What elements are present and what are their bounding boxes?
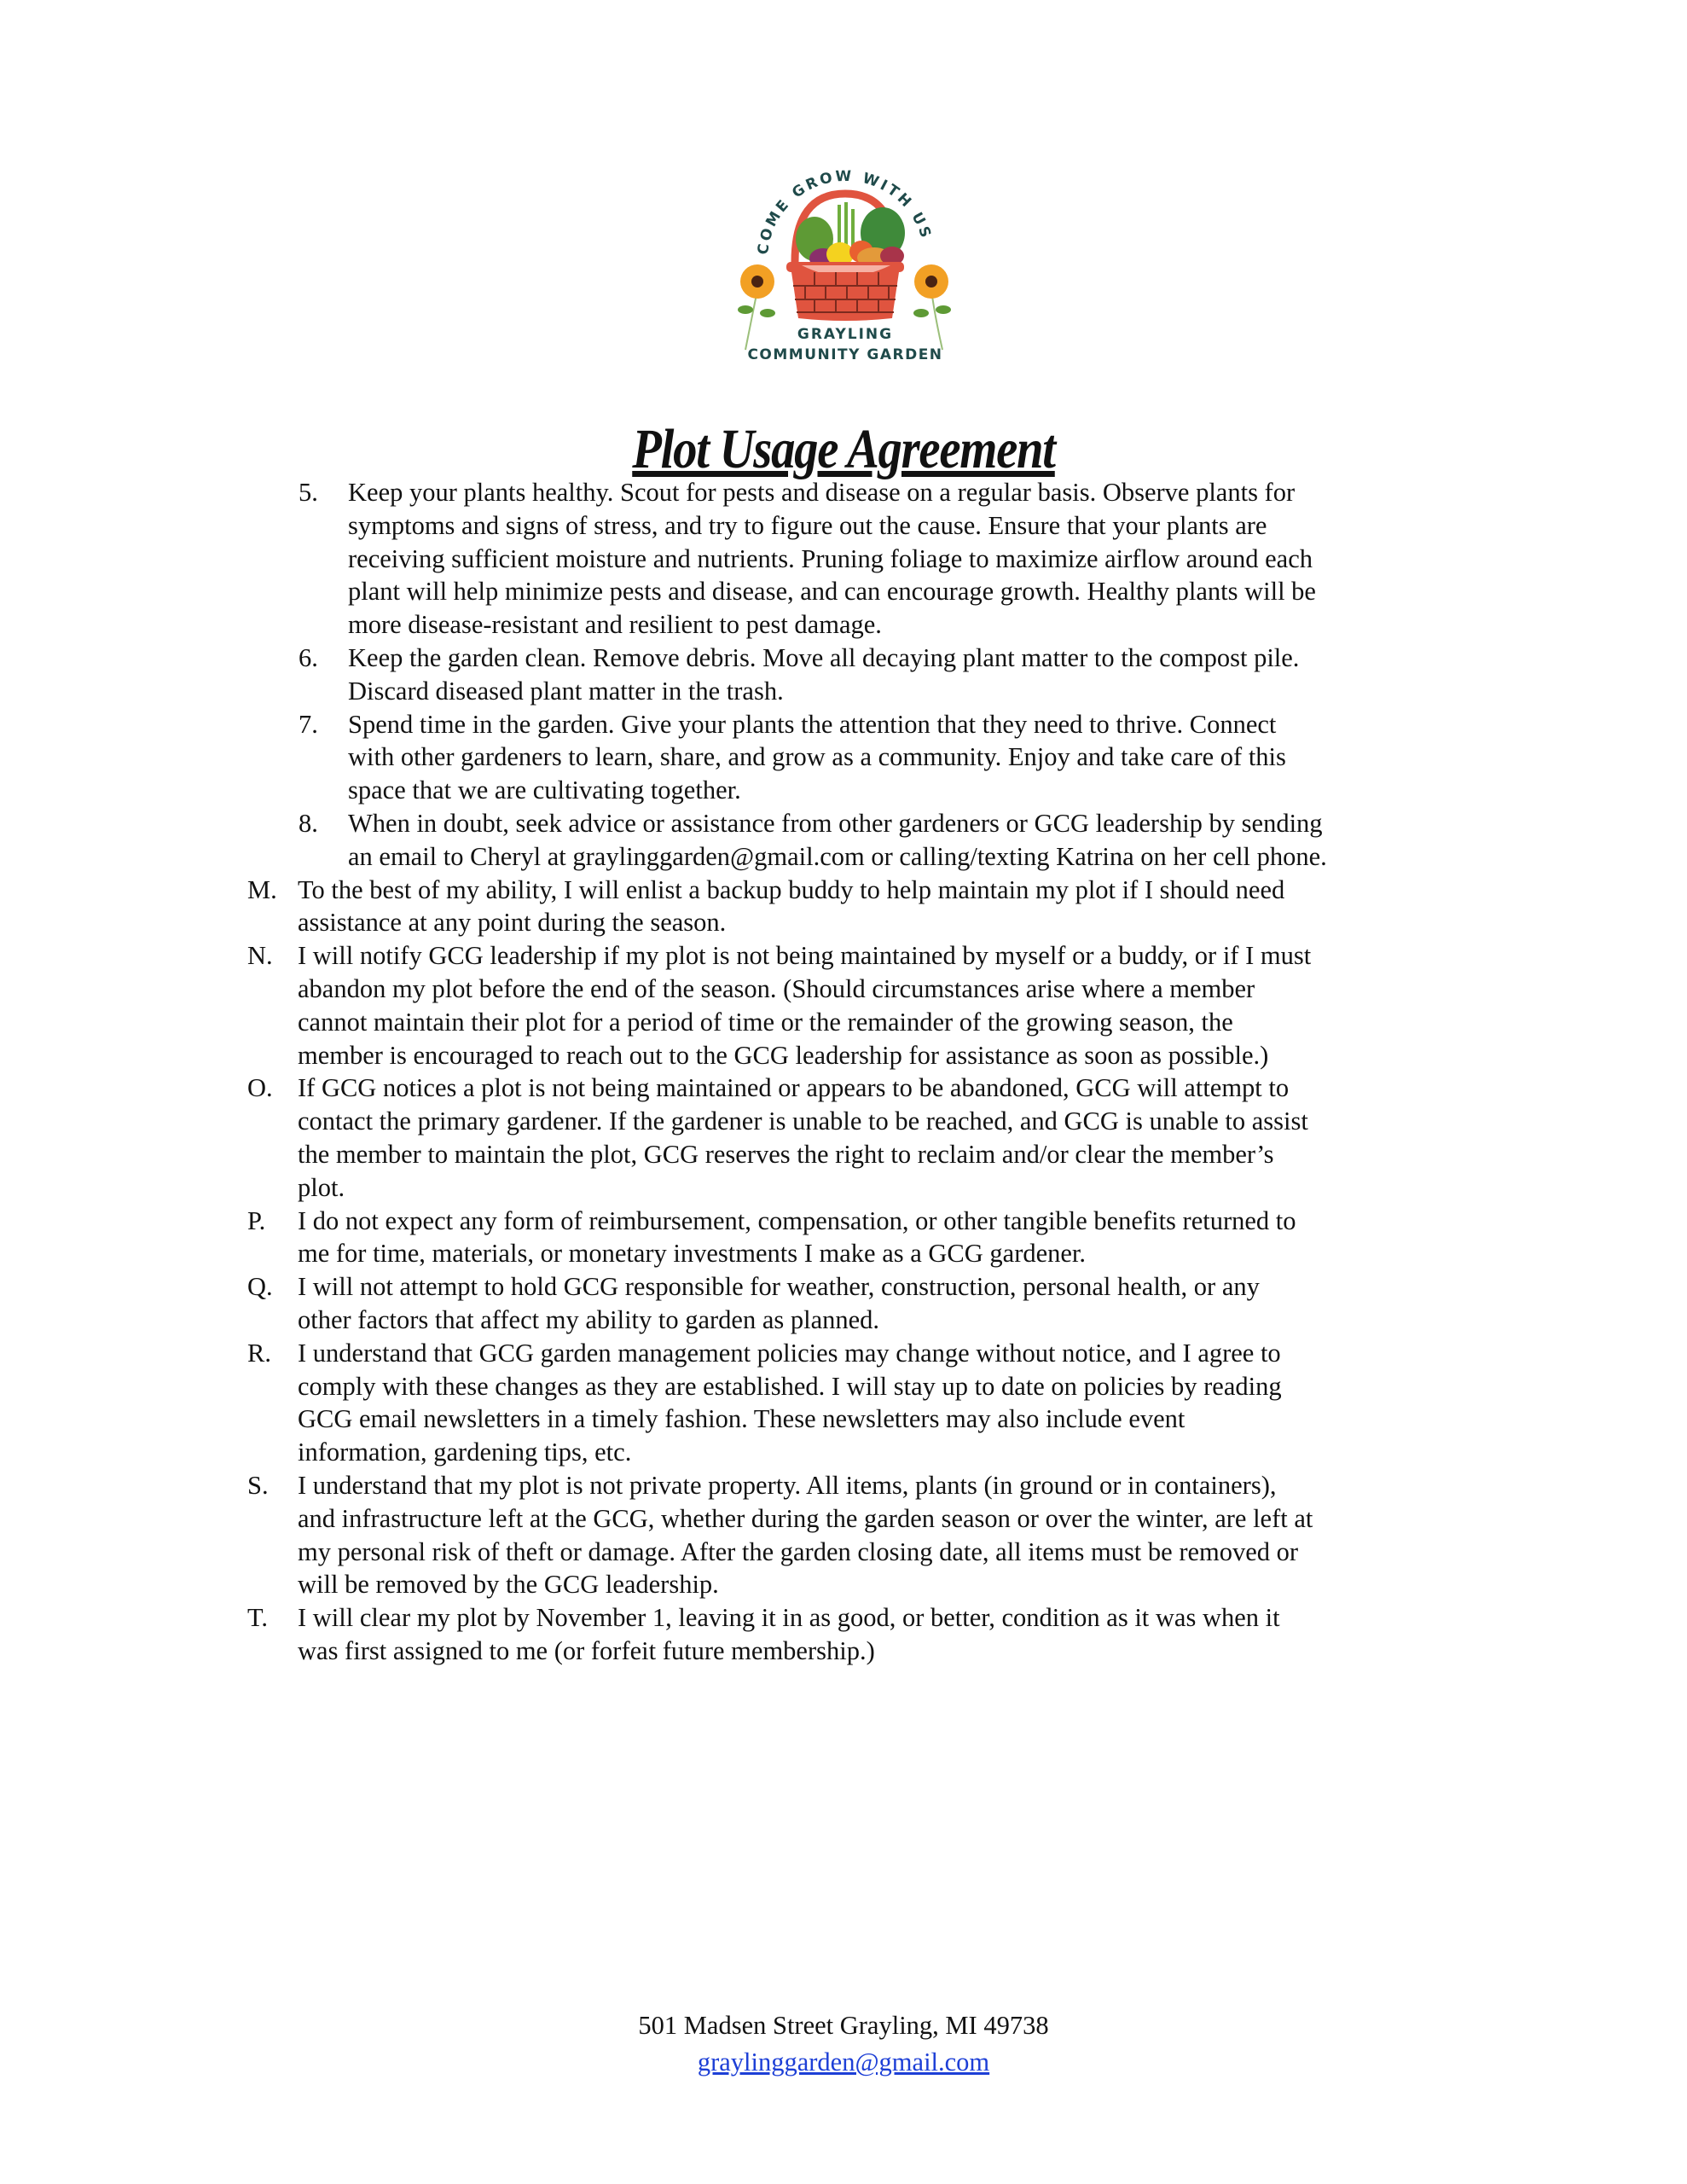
list-item-text: Spend time in the garden. Give your plants the attention that they need to thrive. Connect with other gardeners to learn, share, and grow as a community. Enjoy and take care of this space that we are cultivating together.	[348, 709, 1286, 805]
footer	[0, 2007, 1687, 2081]
logo-line2: COMMUNITY GARDEN	[747, 346, 943, 363]
list-item	[0, 807, 1687, 874]
list-item-text: I will notify GCG leadership if my plot is not being maintained by myself or a buddy, or if I must abandon my plot before the end of the season. (Should circumstances arise where a member cannot maintain their plot for a period of time or the remainder of the growing season, the member is encouraged to reach out to the GCG leadership for assistance as soon as possible.)	[298, 941, 1312, 1070]
list-item-marker: R.	[247, 1338, 271, 1368]
footer-address: 501 Madsen Street Grayling, MI 49738	[638, 2011, 1049, 2040]
list-item-marker: 8.	[299, 808, 318, 838]
list-item	[0, 642, 1687, 708]
list-item-marker: 5.	[299, 478, 318, 507]
logo-arc-text: COME GROW WITH US	[754, 167, 935, 256]
list-item-text: When in doubt, seek advice or assistance from other gardeners or GCG leadership by sending an email to Cheryl at graylinggarden@gmail.com or calling/texting Katrina on her cell phone.	[348, 808, 1327, 871]
list-item-marker: 7.	[299, 709, 318, 739]
list-item	[0, 1469, 1687, 1601]
basket-icon	[786, 262, 904, 321]
list-item-marker: N.	[247, 941, 273, 971]
list-item-text: To the best of my ability, I will enlist a backup buddy to help maintain my plot if I should need assistance at any point during the season.	[298, 874, 1285, 938]
list-item-text: I do not expect any form of reimbursement, compensation, or other tangible benefits returned to me for time, materials, or monetary investments I make as a GCG gardener.	[298, 1205, 1296, 1269]
list-item-marker: O.	[247, 1073, 273, 1103]
list-item-marker: P.	[247, 1205, 266, 1235]
list-item	[0, 939, 1687, 1072]
sunflower-left-icon	[738, 264, 775, 350]
list-item-text: I understand that GCG garden management policies may change without notice, and I agree to comply with these changes as they are established. I will stay up to date on policies by reading GCG email newsletters in a timely fashion. These newsletters may also include event information, gardening tips, etc.	[298, 1338, 1282, 1467]
list-item-marker: M.	[247, 874, 277, 904]
list-item	[0, 476, 1687, 642]
page-title: Plot Usage Agreement	[632, 418, 1055, 480]
agreement-list	[0, 476, 1687, 1668]
list-item	[0, 1601, 1687, 1668]
list-item-text: Keep the garden clean. Remove debris. Move all decaying plant matter to the compost pile. Discard diseased plant matter in the trash.	[348, 642, 1300, 706]
list-item	[0, 1270, 1687, 1337]
list-item-marker: 6.	[299, 642, 318, 672]
list-item-marker: Q.	[247, 1272, 273, 1302]
list-item-text: I will not attempt to hold GCG responsible for weather, construction, personal health, or any other factors that affect my ability to garden as planned.	[298, 1272, 1260, 1334]
list-item	[0, 874, 1687, 940]
list-item-text: I will clear my plot by November 1, leaving it in as good, or better, condition as it was when it was first assigned to me (or forfeit future membership.)	[298, 1603, 1280, 1665]
vegetables-icon	[796, 202, 905, 269]
list-item	[0, 708, 1687, 807]
list-item-text: I understand that my plot is not private property. All items, plants (in ground or in containers), and infrastructure left at the GCG, whether during the garden season or over the winter, are left at my personal risk of theft or damage. After the garden closing date, all items must be removed or will be removed by the GCG leadership.	[298, 1470, 1313, 1600]
list-item	[0, 1337, 1687, 1469]
list-item-text: Keep your plants healthy. Scout for pests and disease on a regular basis. Observe plants for symptoms and signs of stress, and try to figure out the cause. Ensure that your plants are receiving sufficient moisture and nutrients. Pruning foliage to maximize airflow around each plant will help minimize pests and disease, and can encourage growth. Healthy plants will be more disease-resistant and resilient to pest damage.	[348, 478, 1316, 640]
list-item-text: If GCG notices a plot is not being maintained or appears to be abandoned, GCG will attempt to contact the primary gardener. If the gardener is unable to be reached, and GCG is unable to assist the member to maintain the plot, GCG reserves the right to reclaim and/or clear the member’s plot.	[298, 1073, 1308, 1202]
logo-line1: GRAYLING	[797, 326, 894, 343]
footer-email-link[interactable]: graylinggarden@gmail.com	[697, 2048, 990, 2077]
sunflower-right-icon	[913, 264, 951, 350]
list-item	[0, 1072, 1687, 1204]
list-item-marker: T.	[247, 1603, 268, 1633]
list-item	[0, 1205, 1687, 1271]
list-item-marker: S.	[247, 1470, 269, 1500]
garden-logo	[733, 158, 955, 367]
